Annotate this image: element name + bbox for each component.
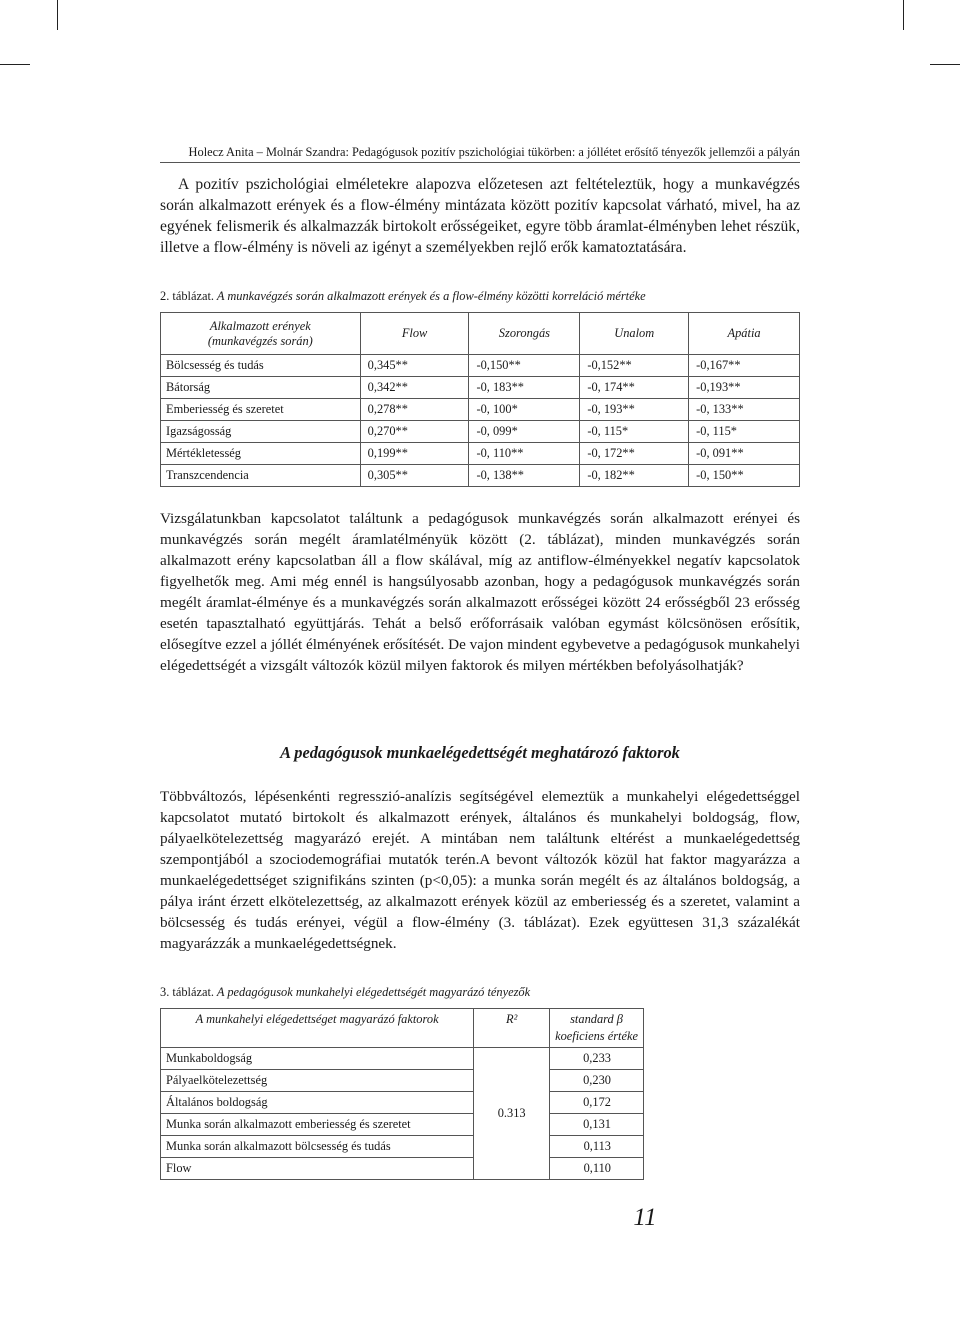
table-row [161,355,800,377]
table-cell: -0,193** [689,377,800,399]
row-label: Mértékletesség [161,443,361,465]
running-header: Holecz Anita – Molnár Szandra: Pedagógusok pozitív pszichológiai tükörben: a jóllétet erősítő tényezők jellemzői a pályán [160,145,800,163]
table-cell: -0, 110** [469,443,580,465]
row-label: Munkaboldogság [161,1048,474,1070]
row-label: Flow [161,1158,474,1180]
correlation-table [160,312,800,487]
section-title: A pedagógusok munkaelégedettségét meghatározó faktorok [280,743,680,762]
table-cell: 0,342** [360,377,469,399]
table-cell: 0,199** [360,443,469,465]
crop-mark [903,0,904,30]
beta-value: 0,233 [550,1048,644,1070]
row-label: Emberiesség és szeretet [161,399,361,421]
row-label: Bátorság [161,377,361,399]
results-paragraph: Vizsgálatunkban kapcsolatot találtunk a pedagógusok munkavégzés során alkalmazott erényei és munkavégzés során megélt áramlatélményük között (2. táblázat), minden munkavégzés során alkalmazott erény kapcsolatban áll a flow skálával, míg az antiflow-élményekkel negatív kapcsolatok figyelhetők meg. Ami még ennél is hangsúlyosabb azonban, hogy a pedagógusok munkavégzés során megélt áramlat-élménye és a munkavégzés során alkalmazott erősségei között 24 erősségből 23 erősség esetén tapasztalható együttjárás. Tehát a belső erőforrásaik valóban egymást kölcsönösen erősítik, elősegítve ezzel a jóllét élményének erősítését. De vajon mindent egybevetve a pedagógusok munkahelyi elégedettségét a vizsgált változók közül milyen faktorok és milyen mértékben befolyásolhatják? [160,510,800,674]
beta-column-header [550,1009,644,1048]
column-header: Apátia [689,313,800,355]
table-cell: -0, 091** [689,443,800,465]
table2-caption-text: A munkavégzés során alkalmazott erények és a flow-élmény közötti korreláció mértéke [214,289,646,303]
column-header: Unalom [580,313,689,355]
table-cell: 0,278** [360,399,469,421]
table-row [161,1092,644,1114]
beta-value: 0,110 [550,1158,644,1180]
table-row [161,377,800,399]
table-cell: -0,152** [580,355,689,377]
beta-value: 0,131 [550,1114,644,1136]
crop-mark [930,64,960,65]
table-cell: -0, 150** [689,465,800,487]
table-row [161,443,800,465]
row-label: Bölcsesség és tudás [161,355,361,377]
virtues-header-line1: Alkalmazott erények [209,318,311,333]
table-cell: 0,305** [360,465,469,487]
regression-paragraph: Többváltozós, lépésenkénti regresszió-analízis segítségével elemeztük a munkahelyi elégedettséggel kapcsolatot mutató birtokolt és alkalmazott erények, általános és munkahelyi boldogság, flow, pályaelkötelezettség magyarázó erejét. A mintában nem találtunk eltérést a munkaelégedettség szempontjából a szociodemográfiai mutatók terén.A bevont változók közül hat faktor magyarázza a munkaelégedettséget szignifikáns szinten (p<0,05): a munka során megélt és az általános boldogság, a pálya iránt érzett elkötelezettség, az alkalmazott erények közül az emberiesség és a szeretet, valamint a bölcsesség és tudás erényei, végül a flow-élmény (3. táblázat). Ezek együttesen 31,3 százalékát magyarázzák a munkaelégedettségnek. [160,788,800,952]
beta-value: 0,172 [550,1092,644,1114]
column-header: Szorongás [469,313,580,355]
table-row [161,421,800,443]
table-row [161,399,800,421]
row-label: Munka során alkalmazott bölcsesség és tudás [161,1136,474,1158]
beta-header-line1: standard β [570,1012,623,1026]
virtues-column-header [161,313,361,355]
table-row [161,1070,644,1092]
beta-value: 0,113 [550,1136,644,1158]
table2-caption [160,289,800,303]
table-cell: -0, 183** [469,377,580,399]
crop-mark [57,0,58,30]
table-cell: -0, 115* [580,421,689,443]
row-label: Igazságosság [161,421,361,443]
row-label: Munka során alkalmazott emberiesség és szeretet [161,1114,474,1136]
table3-caption-number: 3. táblázat. [160,985,215,999]
table-cell: -0, 174** [580,377,689,399]
intro-paragraph: A pozitív pszichológiai elméletekre alapozva előzetesen azt feltételeztük, hogy a munkavégzés során alkalmazott erények és a flow-élmény mintázata között pozitív kapcsolat várható, mivel, ha az egyének felismerik és alkalmazzák birtokolt erősségeiket, egyre több áramlat-élményben lehet részük, illetve a flow-élmény is növeli az igényt a személyekben rejlő erők kamatoztatására. [160,176,800,256]
table3-caption-text: A pedagógusok munkahelyi elégedettségét magyarázó tényezők [214,985,531,999]
table-row [161,1114,644,1136]
row-label: Általános boldogság [161,1092,474,1114]
table-cell: -0, 115* [689,421,800,443]
row-label: Transzcendencia [161,465,361,487]
page-number: 11 [633,1204,657,1231]
table-cell: -0, 099* [469,421,580,443]
table-cell: -0,150** [469,355,580,377]
row-label: Pályaelkötelezettség [161,1070,474,1092]
crop-mark [0,64,30,65]
table-cell: -0,167** [689,355,800,377]
table-row [161,1048,644,1070]
virtues-header-line2: (munkavégzés során) [207,333,313,348]
table-header-row [161,1009,644,1048]
table-cell: -0, 182** [580,465,689,487]
table-row [161,1136,644,1158]
r2-column-header: R² [474,1009,550,1048]
table-cell: -0, 100* [469,399,580,421]
table-cell: -0, 193** [580,399,689,421]
factors-column-header: A munkahelyi elégedettséget magyarázó faktorok [161,1009,474,1048]
r2-value: 0.313 [474,1048,550,1180]
table2-caption-number: 2. táblázat. [160,289,215,303]
table-cell: -0, 138** [469,465,580,487]
regression-table [160,1008,644,1180]
table3-caption [160,985,800,999]
table-row [161,465,800,487]
column-header: Flow [360,313,469,355]
table-header-row [161,313,800,355]
table-cell: 0,345** [360,355,469,377]
table-cell: -0, 133** [689,399,800,421]
beta-value: 0,230 [550,1070,644,1092]
beta-header-line2: koeficiens értéke [555,1029,638,1043]
table-cell: -0, 172** [580,443,689,465]
table-cell: 0,270** [360,421,469,443]
table-row [161,1158,644,1180]
